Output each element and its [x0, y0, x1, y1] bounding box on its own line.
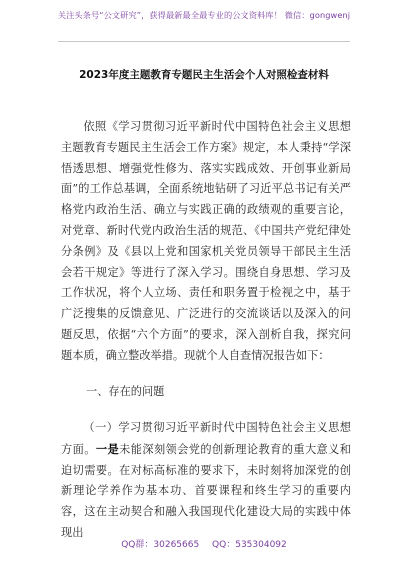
footer-contact: QQ群：30265665 QQ：535304092 [121, 540, 287, 550]
intro-paragraph: 依照《学习贯彻习近平新时代中国特色社会主义思想主题教育专题民主生活会工作方案》规定，本人秉持“学深悟透思想、增强党性修为、落实实践成效、开创事业新局面”的工作总基调，全面系统地钻研了习近平总书记有关严格党内政治生活、确立与实践正确的政绩观的重要言论，对党章、新时代党内政治生活的规范、《中国共产党纪律处分条例》及《县以上党和国家机关党员领导干部民主生活会若干规定》等进行了深入学习。围绕自身思想、学习及工作状况，将个人立场、责任和职务置于检视之中，基于广泛搜集的反馈意见、广泛进行的交流谈话以及深入的问题反思，依据“六个方面”的要求，深入剖析自我，探究问题本质，确立整改举措。现就个人自查情况报告如下： [61, 120, 351, 362]
header-notice: 关注头条号“公文研究”，获得最新最全最专业的公文资料库！ 微信：gongwenj [57, 10, 351, 20]
document-title: 2023年度主题教育专题民主生活会个人对照检查材料 [79, 69, 329, 81]
item-text: 未能深刻领会党的创新理论教育的重大意义和迫切需要。在对标高标准的要求下，未时刻将加深党的创新理论学养作为基本功、首要课程和终生学习的重要内容，这在主动契合和融入我国现代化建设大局的实践中体现出 [61, 442, 351, 539]
item-emphasis: 一是 [95, 441, 120, 456]
section-heading: 一、存在的问题 [86, 385, 165, 398]
header-divider [58, 41, 350, 42]
item-prefix: （一）学习贯彻习近平新时代中国特色社会主义思想方面。 [61, 421, 351, 456]
item-paragraph [61, 418, 351, 544]
